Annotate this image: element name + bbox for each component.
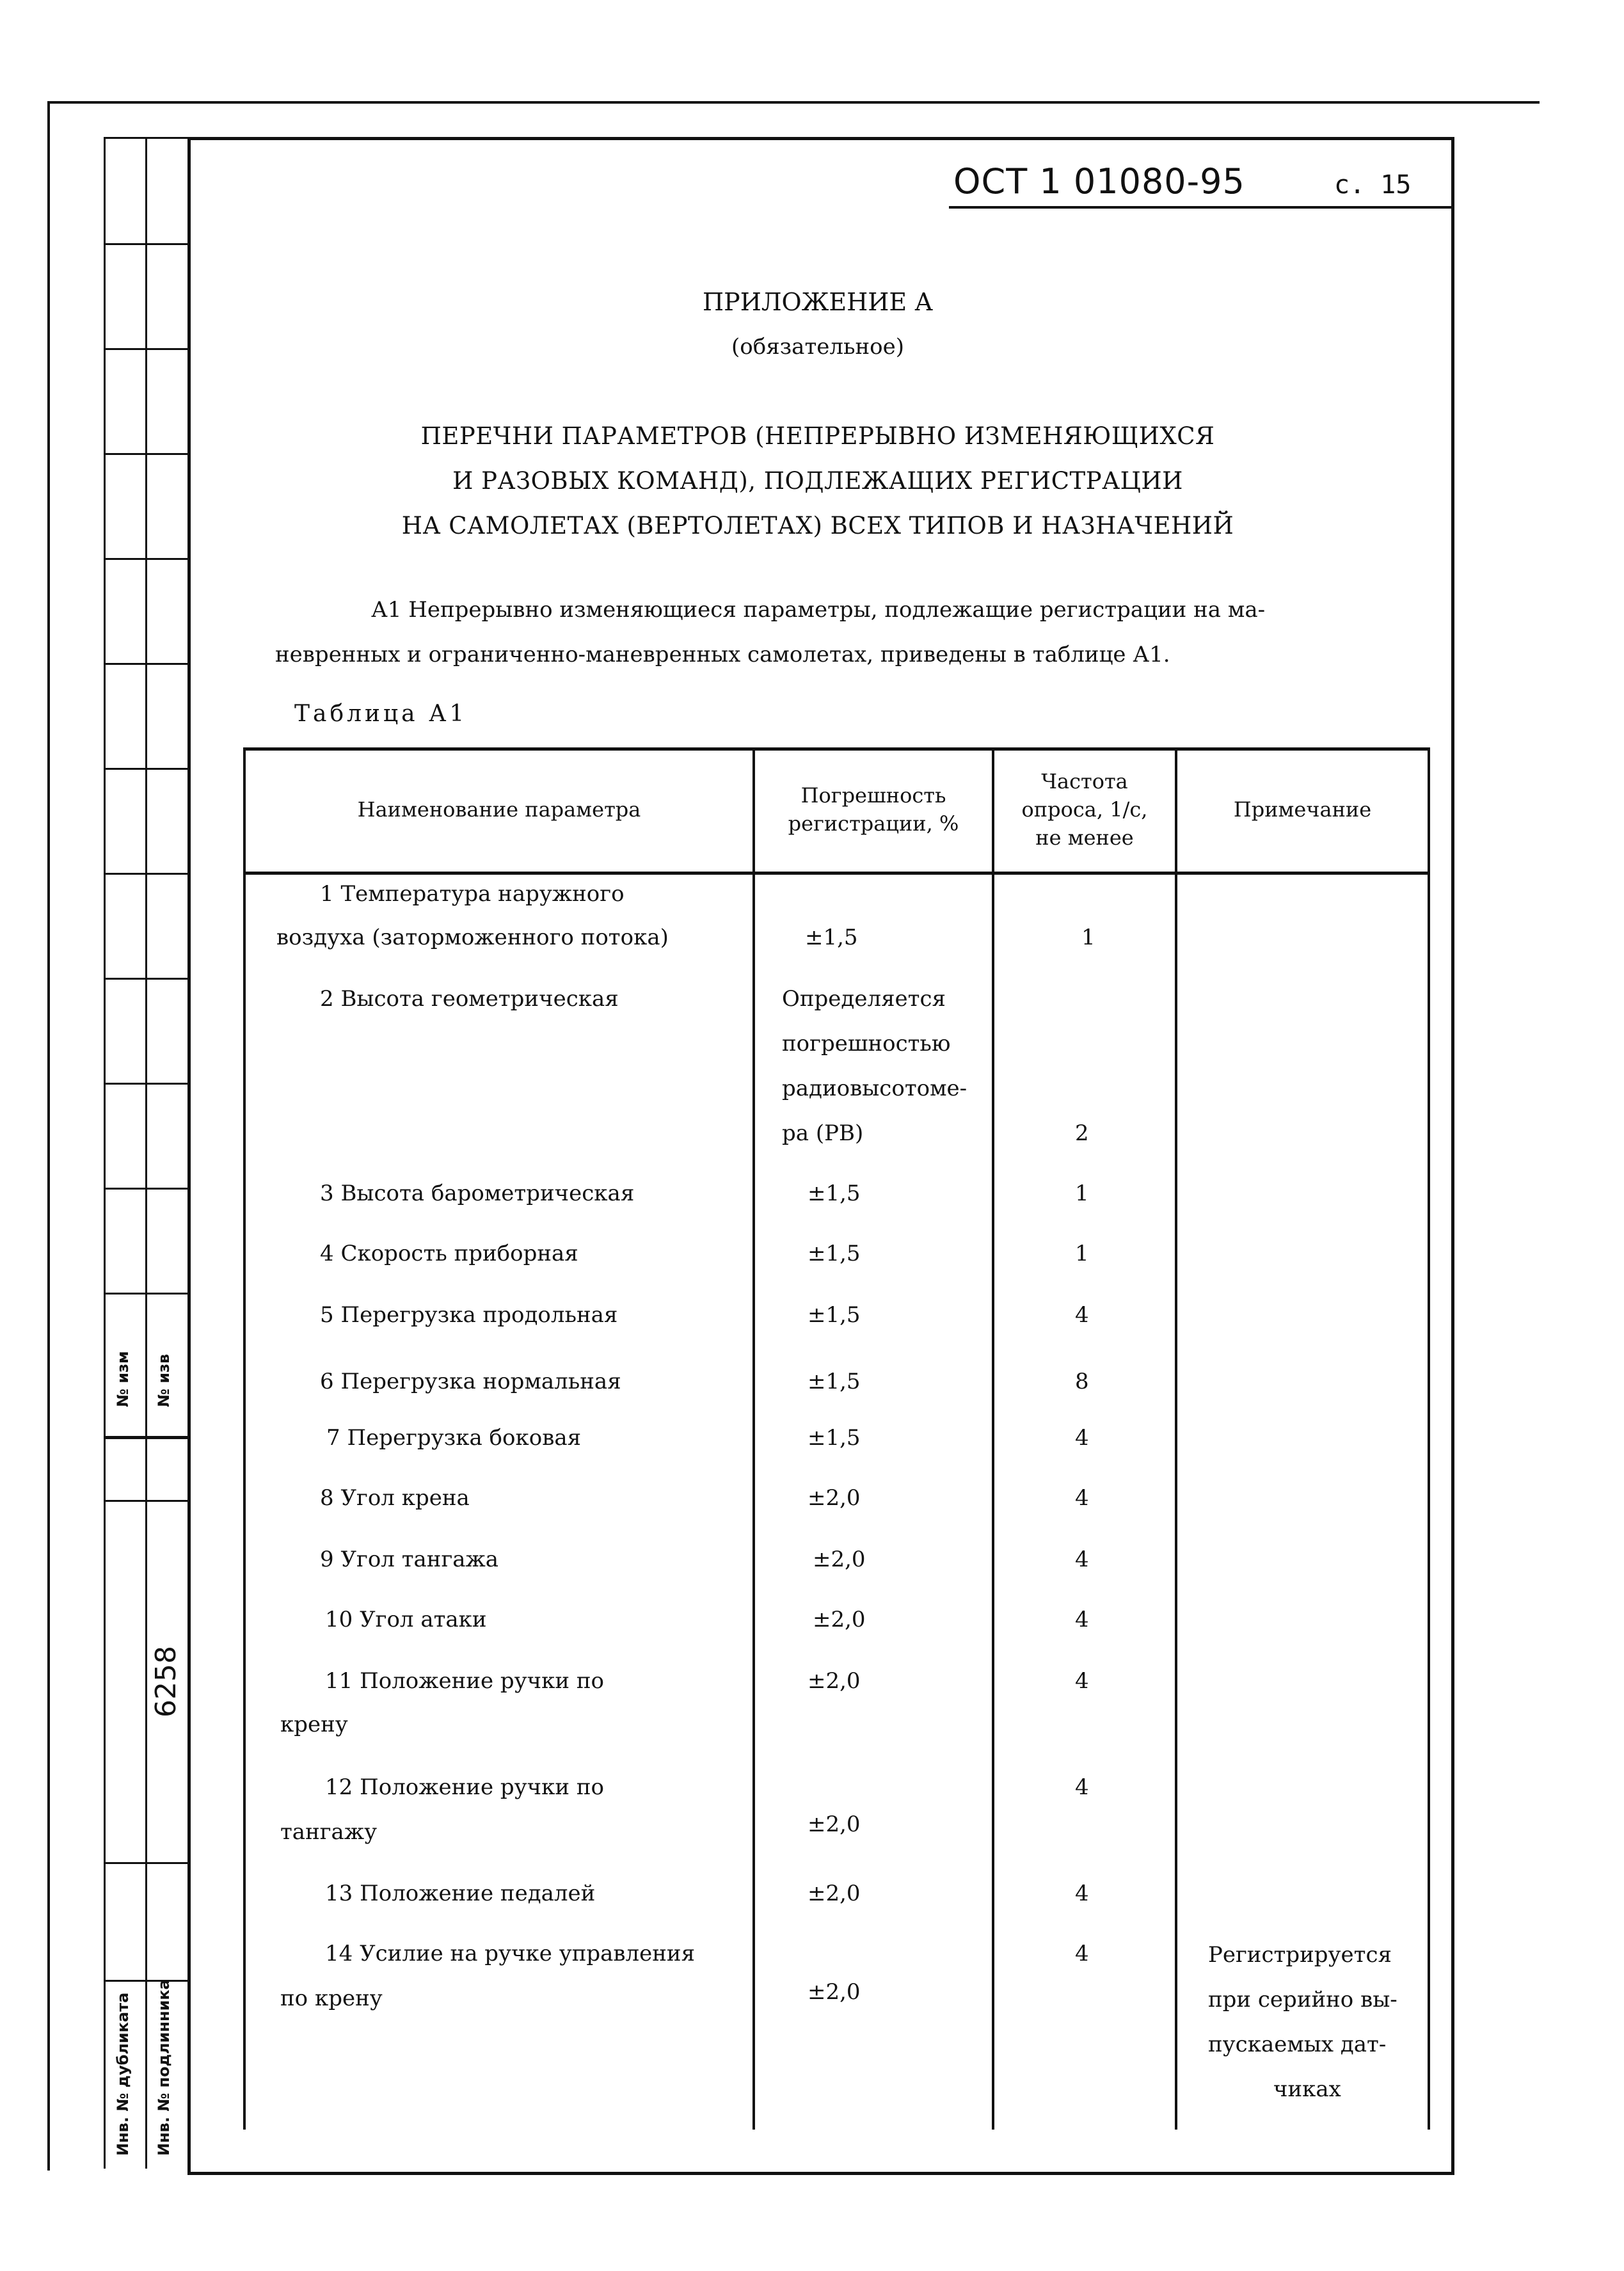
- row-frequency: 4: [1075, 1668, 1089, 1694]
- row-accuracy: ±1,5: [808, 1241, 861, 1266]
- header-name-text: Наименование параметра: [357, 797, 641, 822]
- header-note: [1177, 747, 1428, 872]
- strip-line: [104, 558, 187, 560]
- header-frequency: [994, 747, 1175, 872]
- row-frequency: 8: [1075, 1369, 1089, 1394]
- table-col-border: [1428, 747, 1430, 2130]
- header-accuracy: [755, 747, 992, 872]
- side-label-inv-podl: Инв. № подлинника: [155, 1979, 173, 2156]
- row-name: по крену: [280, 1986, 383, 2011]
- side-label-izv: № изв: [155, 1353, 173, 1407]
- row-accuracy: радиовысотоме-: [782, 1076, 967, 1101]
- inventory-number: 6258: [150, 1646, 182, 1717]
- header-frequency-text: не менее: [1035, 825, 1134, 850]
- row-frequency: 1: [1075, 1241, 1089, 1266]
- row-name: 5 Перегрузка продольная: [320, 1302, 618, 1328]
- row-note: пускаемых дат-: [1208, 2032, 1387, 2057]
- row-name: 11 Положение ручки по: [325, 1668, 605, 1694]
- row-name: тангажу: [280, 1819, 378, 1845]
- strip-line: [104, 663, 187, 665]
- row-accuracy: ±1,5: [808, 1302, 861, 1328]
- row-name: 2 Высота геометрическая: [320, 986, 619, 1012]
- row-name: 10 Угол атаки: [325, 1607, 487, 1632]
- row-note: чиках: [1273, 2076, 1341, 2102]
- header-frequency-text: Частота: [1041, 769, 1128, 793]
- strip-line: [104, 1188, 187, 1190]
- document-code: ОСТ 1 01080-95: [953, 161, 1245, 202]
- row-frequency: 4: [1075, 1607, 1089, 1632]
- strip-line: [104, 453, 187, 455]
- table-col-border: [992, 747, 994, 2130]
- paragraph-line: А1 Непрерывно изменяющиеся параметры, подлежащие регистрации на ма-: [371, 597, 1266, 623]
- strip-line: [104, 1293, 187, 1295]
- row-frequency: 1: [1075, 1181, 1089, 1206]
- row-accuracy: Определяется: [782, 986, 946, 1012]
- strip-line: [104, 348, 187, 350]
- row-frequency: 4: [1075, 1941, 1089, 1966]
- row-accuracy: погрешностью: [782, 1031, 951, 1056]
- row-accuracy: ±1,5: [808, 1369, 861, 1394]
- row-name: 3 Высота барометрическая: [320, 1181, 635, 1206]
- strip-line: [104, 1862, 187, 1864]
- paragraph-line: невренных и ограниченно-маневренных самолетах, приведены в таблице А1.: [275, 642, 1170, 667]
- row-accuracy: ±1,5: [808, 1425, 861, 1451]
- header-name: [246, 747, 752, 872]
- table-col-border: [243, 747, 246, 2130]
- row-frequency: 4: [1075, 1881, 1089, 1906]
- row-frequency: 4: [1075, 1547, 1089, 1572]
- row-name: 1 Температура наружного: [320, 881, 625, 907]
- header-accuracy-text: Погрешность: [800, 783, 946, 808]
- strip-line: [104, 243, 187, 245]
- row-note: при серийно вы-: [1208, 1987, 1397, 2012]
- side-label-inv-dubl: Инв. № дубликата: [114, 1992, 132, 2156]
- row-accuracy: ±2,0: [808, 1485, 861, 1511]
- strip-line: [104, 1083, 187, 1085]
- row-accuracy: ±2,0: [808, 1979, 861, 2005]
- strip-line: [104, 137, 187, 139]
- appendix-note: (обязательное): [731, 334, 905, 360]
- row-accuracy: ±2,0: [808, 1668, 861, 1694]
- row-name: воздуха (заторможенного потока): [276, 925, 669, 950]
- heading-line: ПЕРЕЧНИ ПАРАМЕТРОВ (НЕПРЕРЫВНО ИЗМЕНЯЮЩИХСЯ: [420, 422, 1215, 450]
- appendix-title: ПРИЛОЖЕНИЕ А: [702, 288, 934, 316]
- side-label-izm: № изм: [114, 1351, 132, 1407]
- header-note-text: Примечание: [1233, 797, 1372, 822]
- side-stamp-strip: [104, 137, 187, 2169]
- row-name: 8 Угол крена: [320, 1485, 470, 1511]
- strip-line: [104, 1500, 187, 1502]
- row-name: 13 Положение педалей: [325, 1881, 596, 1906]
- row-frequency: 4: [1075, 1485, 1089, 1511]
- row-frequency: 1: [1081, 925, 1095, 950]
- table-caption: Таблица А1: [294, 701, 468, 727]
- page-number: с. 15: [1334, 170, 1412, 200]
- row-accuracy: ±2,0: [808, 1881, 861, 1906]
- row-accuracy: ±2,0: [813, 1607, 866, 1632]
- heading-line: НА САМОЛЕТАХ (ВЕРТОЛЕТАХ) ВСЕХ ТИПОВ И НАЗНАЧЕНИЙ: [401, 512, 1234, 539]
- row-frequency: 4: [1075, 1774, 1089, 1800]
- row-frequency: 4: [1075, 1425, 1089, 1451]
- row-name: 14 Усилие на ручке управления: [325, 1941, 696, 1966]
- document-code-underline: [949, 206, 1452, 209]
- row-accuracy: ра (РВ): [782, 1120, 864, 1146]
- row-name: 6 Перегрузка нормальная: [320, 1369, 621, 1394]
- table-col-border: [1175, 747, 1177, 2130]
- strip-line: [104, 768, 187, 770]
- row-frequency: 4: [1075, 1302, 1089, 1328]
- row-note: Регистрируется: [1208, 1942, 1392, 1968]
- strip-line: [104, 1980, 187, 1982]
- header-frequency-text: опроса, 1/с,: [1021, 797, 1148, 822]
- row-name: 7 Перегрузка боковая: [326, 1425, 582, 1451]
- row-accuracy: ±1,5: [808, 1181, 861, 1206]
- table-col-border: [752, 747, 755, 2130]
- row-name: 9 Угол тангажа: [320, 1547, 499, 1572]
- strip-line: [104, 978, 187, 980]
- row-name: 12 Положение ручки по: [325, 1774, 605, 1800]
- row-frequency: 2: [1075, 1120, 1089, 1146]
- row-accuracy: ±2,0: [813, 1547, 866, 1572]
- header-accuracy-text: регистрации, %: [788, 811, 959, 836]
- row-accuracy: ±2,0: [808, 1812, 861, 1837]
- row-accuracy: ±1,5: [805, 925, 858, 950]
- heading-line: И РАЗОВЫХ КОМАНД), ПОДЛЕЖАЩИХ РЕГИСТРАЦИИ: [452, 467, 1183, 495]
- row-name: 4 Скорость приборная: [320, 1241, 578, 1266]
- row-name: крену: [280, 1712, 348, 1737]
- strip-line: [104, 1436, 187, 1439]
- strip-line: [104, 873, 187, 875]
